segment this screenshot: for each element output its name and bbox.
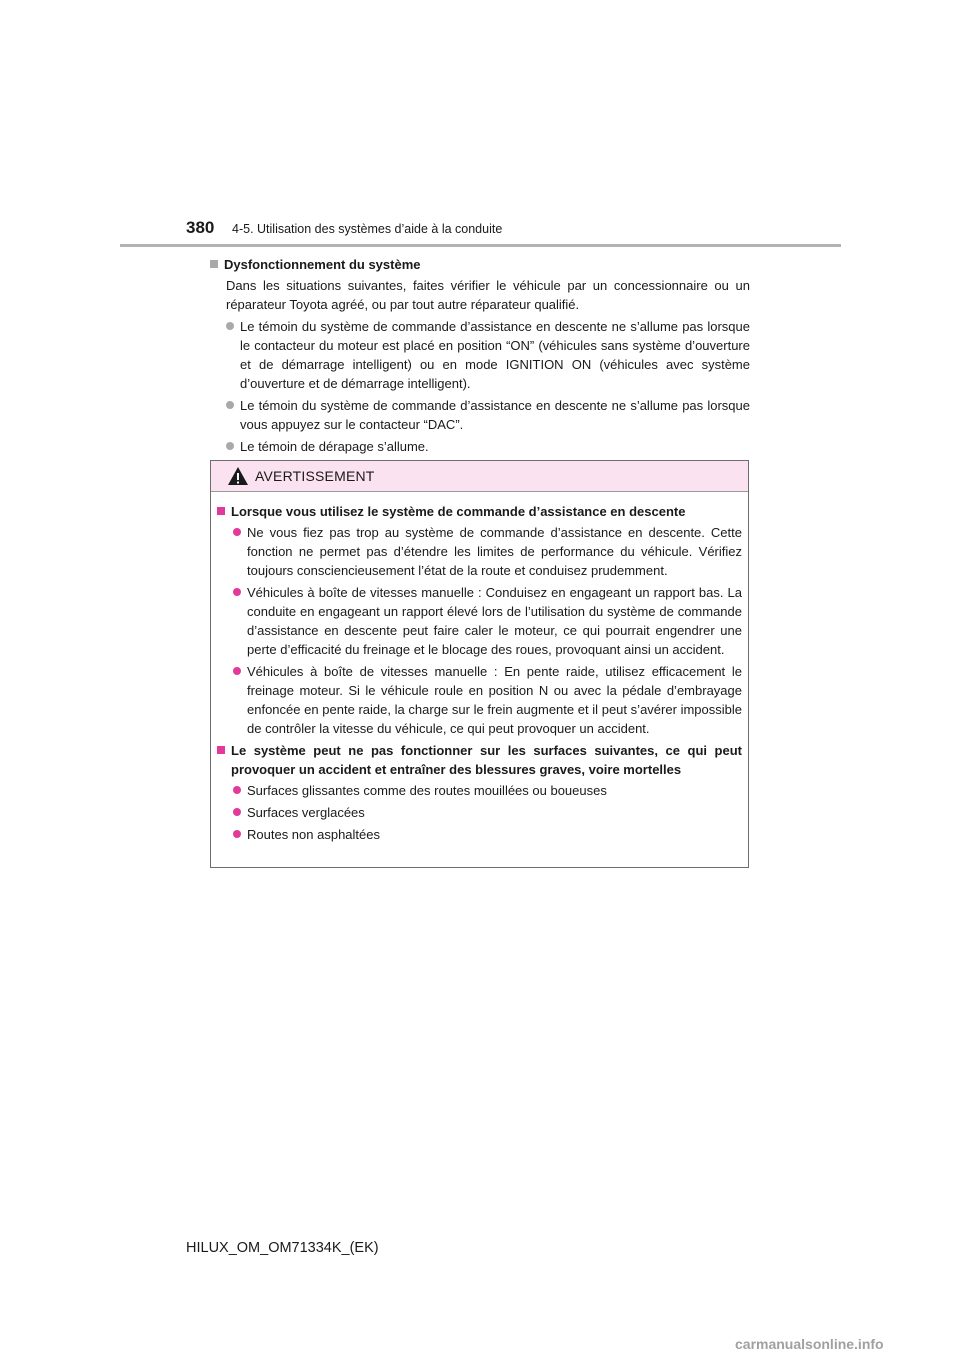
circle-bullet-icon bbox=[226, 401, 234, 409]
warning-box bbox=[210, 460, 749, 868]
list-item-text: Le témoin de dérapage s’allume. bbox=[240, 439, 429, 454]
circle-bullet-icon bbox=[226, 442, 234, 450]
list-item-text: Routes non asphaltées bbox=[247, 827, 380, 842]
warning-body bbox=[211, 492, 748, 844]
warning-header bbox=[211, 461, 748, 492]
list-item bbox=[233, 583, 742, 659]
warning-heading-text: Lorsque vous utilisez le système de commande d’assistance en descente bbox=[231, 504, 686, 519]
warning-title: AVERTISSEMENT bbox=[255, 468, 375, 484]
warning-triangle-icon bbox=[227, 466, 249, 486]
circle-bullet-icon bbox=[233, 528, 241, 536]
malfunction-intro: Dans les situations suivantes, faites vérifier le véhicule par un concessionnaire ou un réparateur Toyota agréé, ou par tout autre réparateur qualifié. bbox=[226, 278, 750, 312]
circle-bullet-icon bbox=[226, 322, 234, 330]
section-title: 4-5. Utilisation des systèmes d’aide à la conduite bbox=[232, 222, 503, 236]
list-item-text: Ne vous fiez pas trop au système de commande d’assistance en descente. Cette fonction ne permet pas d’étendre les limites de performance du véhicule. Vérifiez toujours consciencieusement l’état de la route et conduisez prudemment. bbox=[247, 525, 742, 578]
malfunction-heading bbox=[210, 255, 750, 274]
circle-bullet-icon bbox=[233, 786, 241, 794]
list-item bbox=[233, 523, 742, 580]
list-item bbox=[226, 317, 750, 393]
list-item-text: Véhicules à boîte de vitesses manuelle : Conduisez en engageant un rapport bas. La conduite en engageant un rapport élevé lors de l’utilisation du système de commande d’assistance en descente peut faire caler le moteur, ce qui pourrait engendrer une perte d’efficacité du freinage et le blocage des roues, provoquant ainsi un accident. bbox=[247, 585, 742, 657]
list-item-text: Véhicules à boîte de vitesses manuelle : En pente raide, utilisez efficacement le freinage moteur. Si le véhicule roule en position N ou avec la pédale d’embrayage enfoncée en pente raide, la charge sur le frein augmente et il peut s’avérer impossible de contrôler la vitesse du véhicule, ce qui peut provoquer un accident. bbox=[247, 664, 742, 736]
square-bullet-icon bbox=[210, 260, 218, 268]
list-item bbox=[226, 437, 750, 456]
warning-heading bbox=[217, 741, 742, 779]
malfunction-section bbox=[210, 255, 750, 459]
circle-bullet-icon bbox=[233, 830, 241, 838]
watermark: carmanualsonline.info bbox=[735, 1336, 884, 1352]
circle-bullet-icon bbox=[233, 588, 241, 596]
document-code: HILUX_OM_OM71334K_(EK) bbox=[186, 1240, 379, 1256]
list-item bbox=[226, 396, 750, 434]
circle-bullet-icon bbox=[233, 667, 241, 675]
warning-heading-text: Le système peut ne pas fonctionner sur les surfaces suivantes, ce qui peut provoquer un accident et entraîner des blessures graves, voire mortelles bbox=[231, 743, 742, 777]
circle-bullet-icon bbox=[233, 808, 241, 816]
list-item bbox=[233, 803, 742, 822]
page-number: 380 bbox=[186, 218, 215, 237]
list-item-text: Surfaces verglacées bbox=[247, 805, 365, 820]
square-bullet-icon bbox=[217, 507, 225, 515]
list-item bbox=[233, 662, 742, 738]
malfunction-heading-text: Dysfonctionnement du système bbox=[224, 257, 421, 272]
list-item bbox=[233, 825, 742, 844]
warning-heading bbox=[217, 502, 742, 521]
list-item-text: Surfaces glissantes comme des routes mouillées ou boueuses bbox=[247, 783, 607, 798]
square-bullet-icon bbox=[217, 746, 225, 754]
list-item-text: Le témoin du système de commande d’assistance en descente ne s’allume pas lorsque vous appuyez sur le contacteur “DAC”. bbox=[240, 398, 750, 432]
list-item-text: Le témoin du système de commande d’assistance en descente ne s’allume pas lorsque le contacteur du moteur est placé en position “ON” (véhicules sans système d’ouverture et de démarrage intelligent) ou en mode IGNITION ON (véhicules avec système d’ouverture et de démarrage intelligent). bbox=[240, 319, 750, 391]
list-item bbox=[233, 781, 742, 800]
header-divider bbox=[120, 244, 841, 247]
